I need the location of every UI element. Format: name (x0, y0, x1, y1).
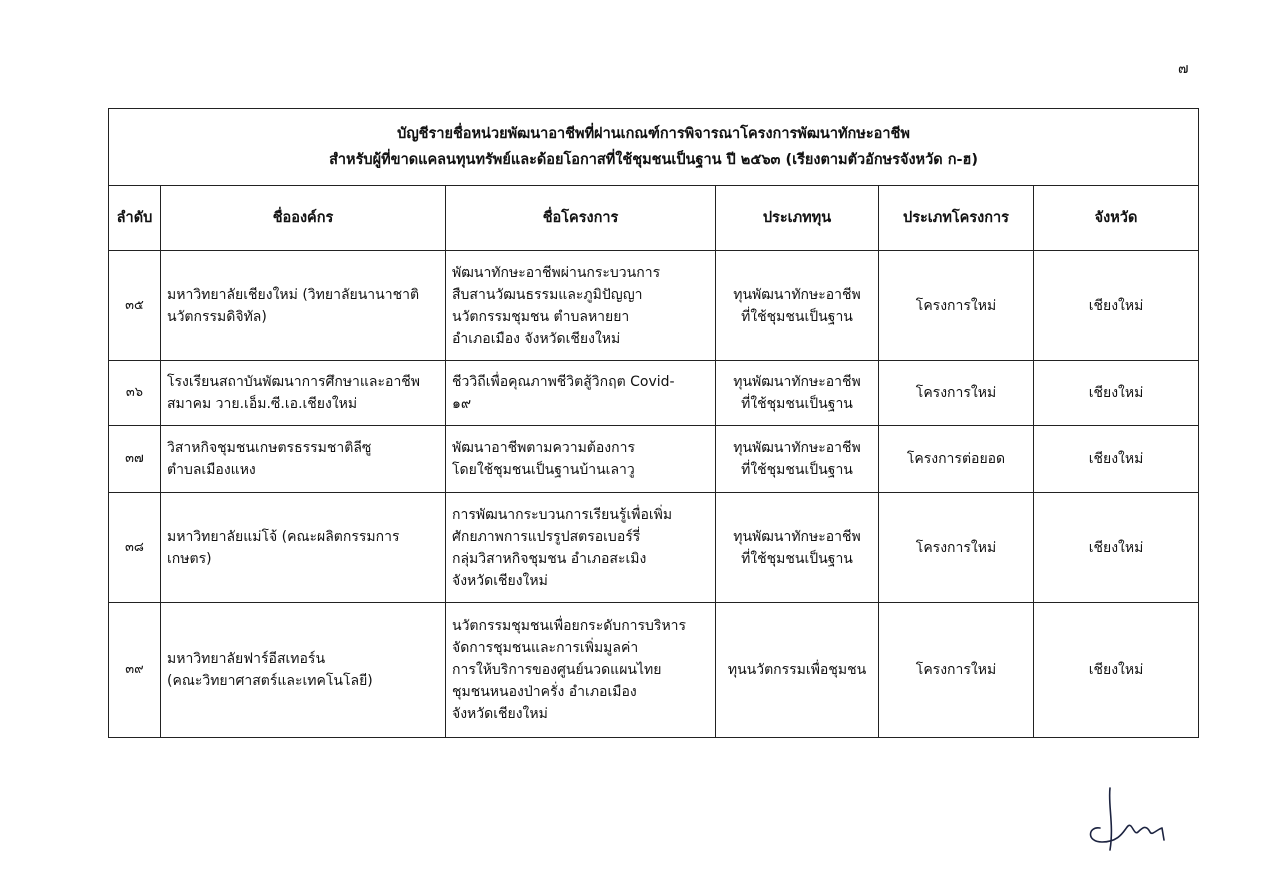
cell-order: ๓๕ (109, 251, 161, 361)
table-row (109, 493, 1199, 603)
table-row (109, 603, 1199, 738)
cell-line: ๑๙ (452, 396, 472, 412)
cell-line: นวัตกรรมดิจิทัล) (167, 308, 267, 325)
cell-line: โดยใช้ชุมชนเป็นฐานบ้านเลาวู (452, 462, 635, 478)
cell-fund-type (716, 251, 879, 361)
cell-organization (161, 426, 446, 493)
cell-line: จัดการชุมชนและการเพิ่มมูลค่า (452, 640, 639, 656)
cell-province: เชียงใหม่ (1034, 251, 1199, 361)
header-project: ชื่อโครงการ (446, 186, 716, 251)
cell-line: พัฒนาอาชีพตามความต้องการ (452, 440, 635, 456)
cell-line: (คณะวิทยาศาสตร์และเทคโนโลยี) (167, 673, 373, 689)
cell-project (446, 361, 716, 426)
cell-line: ชุมชนหนองป่าครั่ง อำเภอเมือง (452, 684, 637, 700)
header-project-type: ประเภทโครงการ (879, 186, 1034, 251)
cell-province: เชียงใหม่ (1034, 361, 1199, 426)
cell-line: ทุนพัฒนาทักษะอาชีพ (733, 528, 861, 545)
cell-line: อำเภอเมือง จังหวัดเชียงใหม่ (452, 330, 621, 347)
signature (1080, 780, 1180, 860)
table-title-row (109, 109, 1199, 186)
cell-project-type: โครงการใหม่ (879, 251, 1034, 361)
cell-line: สมาคม วาย.เอ็ม.ซี.เอ.เชียงใหม่ (167, 396, 358, 412)
cell-order: ๓๙ (109, 603, 161, 738)
cell-line: มหาวิทยาลัยเชียงใหม่ (วิทยาลัยนานาชาติ (167, 286, 420, 303)
cell-line: การให้บริการของศูนย์นวดแผนไทย (452, 662, 662, 678)
org-list-table (108, 108, 1199, 738)
title-line-1: บัญชีรายชื่อหน่วยพัฒนาอาชีพที่ผ่านเกณฑ์การพิจารณาโครงการพัฒนาทักษะอาชีพ (397, 126, 910, 142)
table-row (109, 426, 1199, 493)
header-order: ลำดับ (109, 186, 161, 251)
cell-project-type: โครงการใหม่ (879, 361, 1034, 426)
cell-organization (161, 251, 446, 361)
cell-project (446, 426, 716, 493)
cell-line: ตำบลเมืองแหง (167, 462, 256, 478)
header-organization: ชื่อองค์กร (161, 186, 446, 251)
table-row (109, 361, 1199, 426)
cell-line: ทุนพัฒนาทักษะอาชีพ (733, 374, 861, 390)
cell-fund-type (716, 603, 879, 738)
cell-line: ชีววิถีเพื่อคุณภาพชีวิตสู้วิกฤต Covid- (452, 374, 675, 390)
cell-line: นวัตกรรมชุมชนเพื่อยกระดับการบริหาร (452, 618, 687, 634)
cell-line: สืบสานวัฒนธรรมและภูมิปัญญา (452, 286, 643, 303)
cell-line: ทุนพัฒนาทักษะอาชีพ (733, 286, 861, 303)
header-fund-type: ประเภททุน (716, 186, 879, 251)
title-line-2: สำหรับผู้ที่ขาดแคลนทุนทรัพย์และด้อยโอกาสที่ใช้ชุมชนเป็นฐาน ปี ๒๕๖๓ (เรียงตามตัวอักษรจังหวัด ก-ฮ) (329, 152, 978, 168)
cell-line: วิสาหกิจชุมชนเกษตรธรรมชาติลีซู (167, 440, 372, 456)
cell-project-type: โครงการต่อยอด (879, 426, 1034, 493)
cell-province: เชียงใหม่ (1034, 493, 1199, 603)
cell-project (446, 493, 716, 603)
cell-line: ศักยภาพการแปรรูปสตรอเบอร์รี่ (452, 528, 641, 545)
cell-line: จังหวัดเชียงใหม่ (452, 706, 548, 722)
table-body (109, 251, 1199, 738)
cell-fund-type (716, 493, 879, 603)
cell-line: ทุนนวัตกรรมเพื่อชุมชน (727, 662, 867, 678)
cell-project-type: โครงการใหม่ (879, 493, 1034, 603)
cell-line: ที่ใช้ชุมชนเป็นฐาน (741, 308, 853, 325)
cell-province: เชียงใหม่ (1034, 426, 1199, 493)
page-number: ๗ (1178, 61, 1189, 77)
cell-line: กลุ่มวิสาหกิจชุมชน อำเภอสะเมิง (452, 550, 647, 567)
table-title (109, 109, 1199, 186)
cell-fund-type (716, 426, 879, 493)
cell-line: ทุนพัฒนาทักษะอาชีพ (733, 440, 861, 456)
cell-line: มหาวิทยาลัยฟาร์อีสเทอร์น (167, 651, 326, 667)
cell-line: ที่ใช้ชุมชนเป็นฐาน (741, 550, 853, 567)
header-province: จังหวัด (1034, 186, 1199, 251)
table-row (109, 251, 1199, 361)
cell-order: ๓๖ (109, 361, 161, 426)
cell-project (446, 603, 716, 738)
cell-line: เกษตร) (167, 550, 212, 567)
cell-line: ที่ใช้ชุมชนเป็นฐาน (741, 396, 853, 412)
cell-organization (161, 603, 446, 738)
cell-line: พัฒนาทักษะอาชีพผ่านกระบวนการ (452, 264, 661, 281)
cell-organization (161, 493, 446, 603)
cell-line: นวัตกรรมชุมชน ตำบลหายยา (452, 308, 630, 325)
cell-line: มหาวิทยาลัยแม่โจ้ (คณะผลิตกรรมการ (167, 528, 400, 545)
cell-project (446, 251, 716, 361)
cell-order: ๓๘ (109, 493, 161, 603)
cell-line: โรงเรียนสถาบันพัฒนาการศึกษาและอาชีพ (167, 374, 421, 390)
cell-province: เชียงใหม่ (1034, 603, 1199, 738)
cell-line: จังหวัดเชียงใหม่ (452, 572, 548, 589)
cell-order: ๓๗ (109, 426, 161, 493)
cell-line: ที่ใช้ชุมชนเป็นฐาน (741, 462, 853, 478)
header-row (109, 186, 1199, 251)
cell-fund-type (716, 361, 879, 426)
cell-line: การพัฒนากระบวนการเรียนรู้เพื่อเพิ่ม (452, 506, 673, 523)
cell-project-type: โครงการใหม่ (879, 603, 1034, 738)
cell-organization (161, 361, 446, 426)
